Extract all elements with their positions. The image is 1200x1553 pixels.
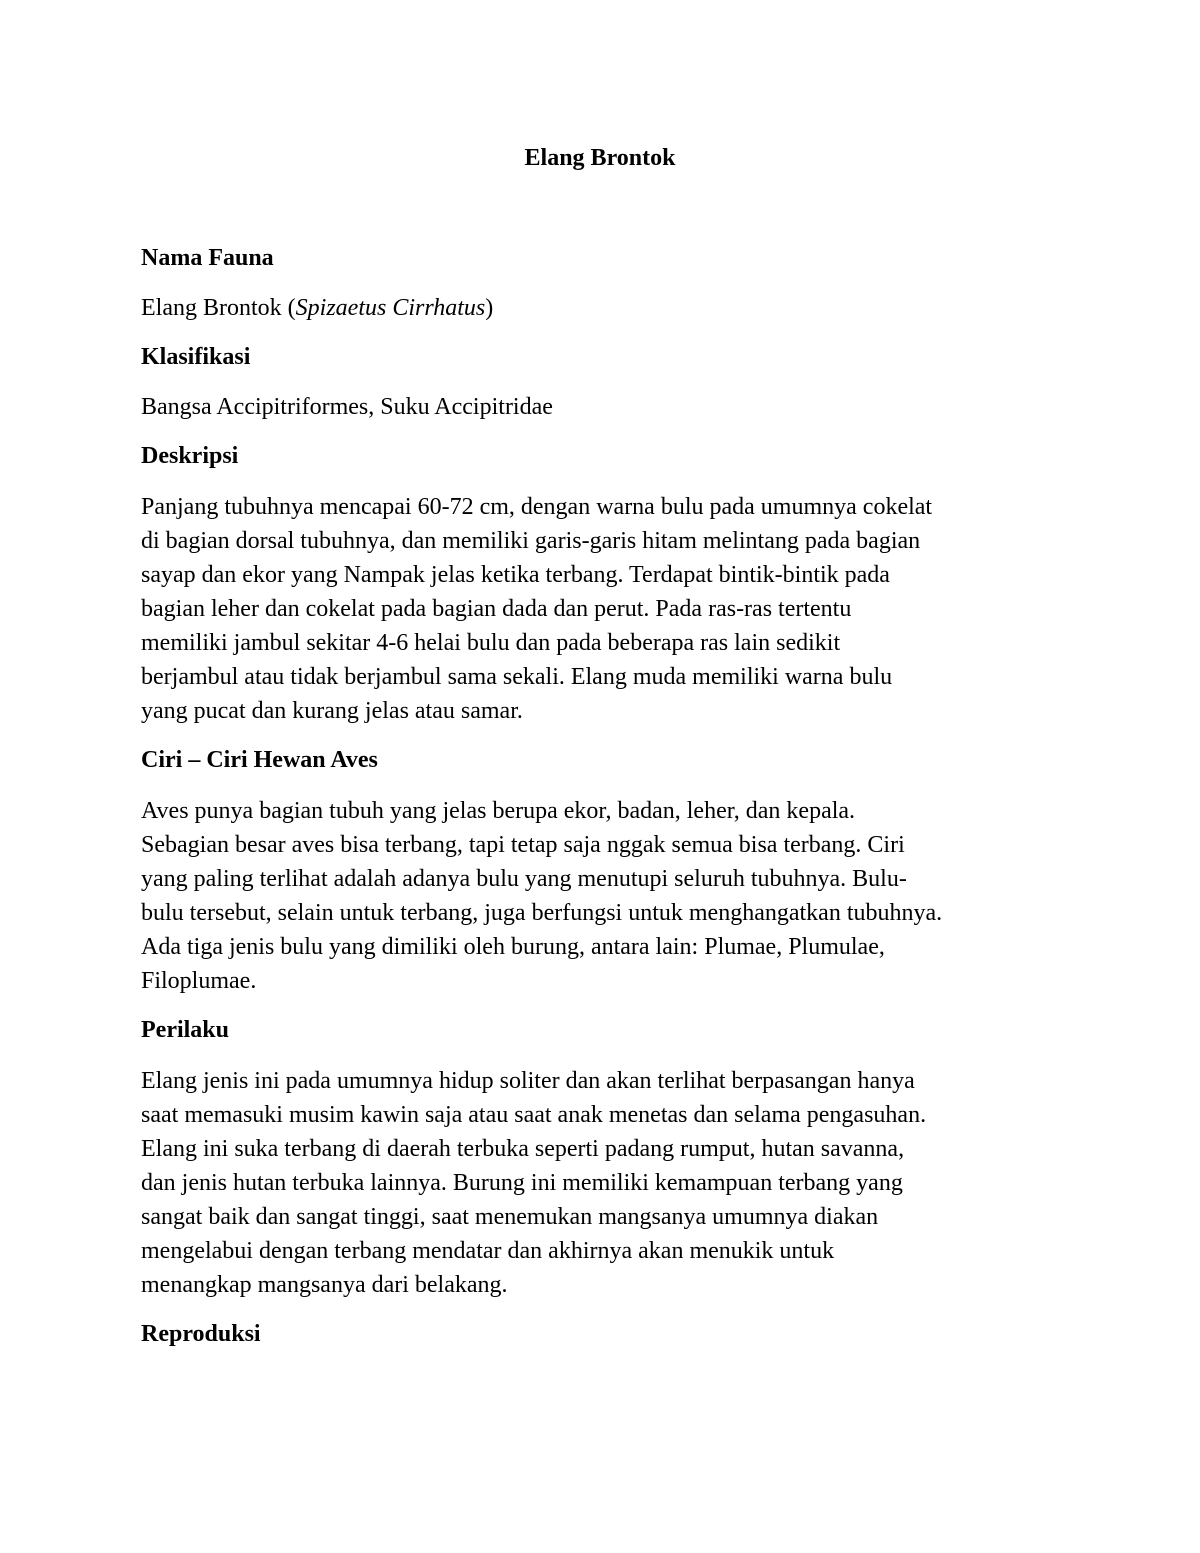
paragraph-line: yang pucat dan kurang jelas atau samar.: [141, 698, 523, 724]
paragraph-line: di bagian dorsal tubuhnya, dan memiliki garis-garis hitam melintang pada bagian: [141, 528, 921, 554]
paragraph-line: bagian leher dan cokelat pada bagian dada dan perut. Pada ras-ras tertentu: [141, 596, 852, 622]
scientific-name: Spizaetus Cirrhatus: [295, 295, 486, 321]
klasifikasi-text: Bangsa Accipitriformes, Suku Accipitridae: [141, 394, 553, 420]
paragraph-line: Panjang tubuhnya mencapai 60-72 cm, dengan warna bulu pada umumnya cokelat: [141, 494, 933, 520]
common-name: Elang Brontok: [141, 295, 282, 321]
paragraph-line: Sebagian besar aves bisa terbang, tapi tetap saja nggak semua bisa terbang. Ciri: [141, 832, 905, 858]
paragraph-line: berjambul atau tidak berjambul sama sekali. Elang muda memiliki warna bulu: [141, 664, 893, 690]
heading-reproduksi: Reproduksi: [141, 1321, 261, 1347]
perilaku-paragraph: [141, 1064, 926, 1302]
heading-deskripsi: Deskripsi: [141, 443, 239, 469]
paragraph-line: sangat baik dan sangat tinggi, saat menemukan mangsanya umumnya diakan: [141, 1204, 879, 1230]
paragraph-line: sayap dan ekor yang Nampak jelas ketika terbang. Terdapat bintik-bintik pada: [141, 562, 890, 588]
paragraph-line: memiliki jambul sekitar 4-6 helai bulu dan pada beberapa ras lain sedikit: [141, 630, 841, 656]
paragraph-line: Filoplumae.: [141, 968, 257, 994]
heading-klasifikasi: Klasifikasi: [141, 344, 251, 370]
nama-fauna-text: Elang Brontok (Spizaetus Cirrhatus): [141, 295, 494, 321]
ciri-paragraph: [141, 794, 942, 998]
paragraph-line: Ada tiga jenis bulu yang dimiliki oleh burung, antara lain: Plumae, Plumulae,: [141, 934, 885, 960]
heading-ciri-hewan-aves: Ciri – Ciri Hewan Aves: [141, 747, 378, 773]
paragraph-line: Elang jenis ini pada umumnya hidup soliter dan akan terlihat berpasangan hanya: [141, 1068, 915, 1094]
paragraph-line: yang paling terlihat adalah adanya bulu yang menutupi seluruh tubuhnya. Bulu-: [141, 866, 907, 892]
deskripsi-paragraph: [141, 490, 932, 728]
paragraph-line: menangkap mangsanya dari belakang.: [141, 1272, 508, 1298]
document-title: Elang Brontok: [524, 145, 676, 171]
heading-nama-fauna: Nama Fauna: [141, 245, 274, 271]
paragraph-line: saat memasuki musim kawin saja atau saat anak menetas dan selama pengasuhan.: [141, 1102, 927, 1128]
paragraph-line: bulu tersebut, selain untuk terbang, juga berfungsi untuk menghangatkan tubuhnya.: [141, 900, 943, 926]
heading-perilaku: Perilaku: [141, 1017, 229, 1043]
paragraph-line: Elang ini suka terbang di daerah terbuka seperti padang rumput, hutan savanna,: [141, 1136, 905, 1162]
paragraph-line: dan jenis hutan terbuka lainnya. Burung ini memiliki kemampuan terbang yang: [141, 1170, 903, 1196]
paragraph-line: Aves punya bagian tubuh yang jelas berupa ekor, badan, leher, dan kepala.: [141, 798, 856, 824]
paragraph-line: mengelabui dengan terbang mendatar dan akhirnya akan menukik untuk: [141, 1238, 835, 1264]
